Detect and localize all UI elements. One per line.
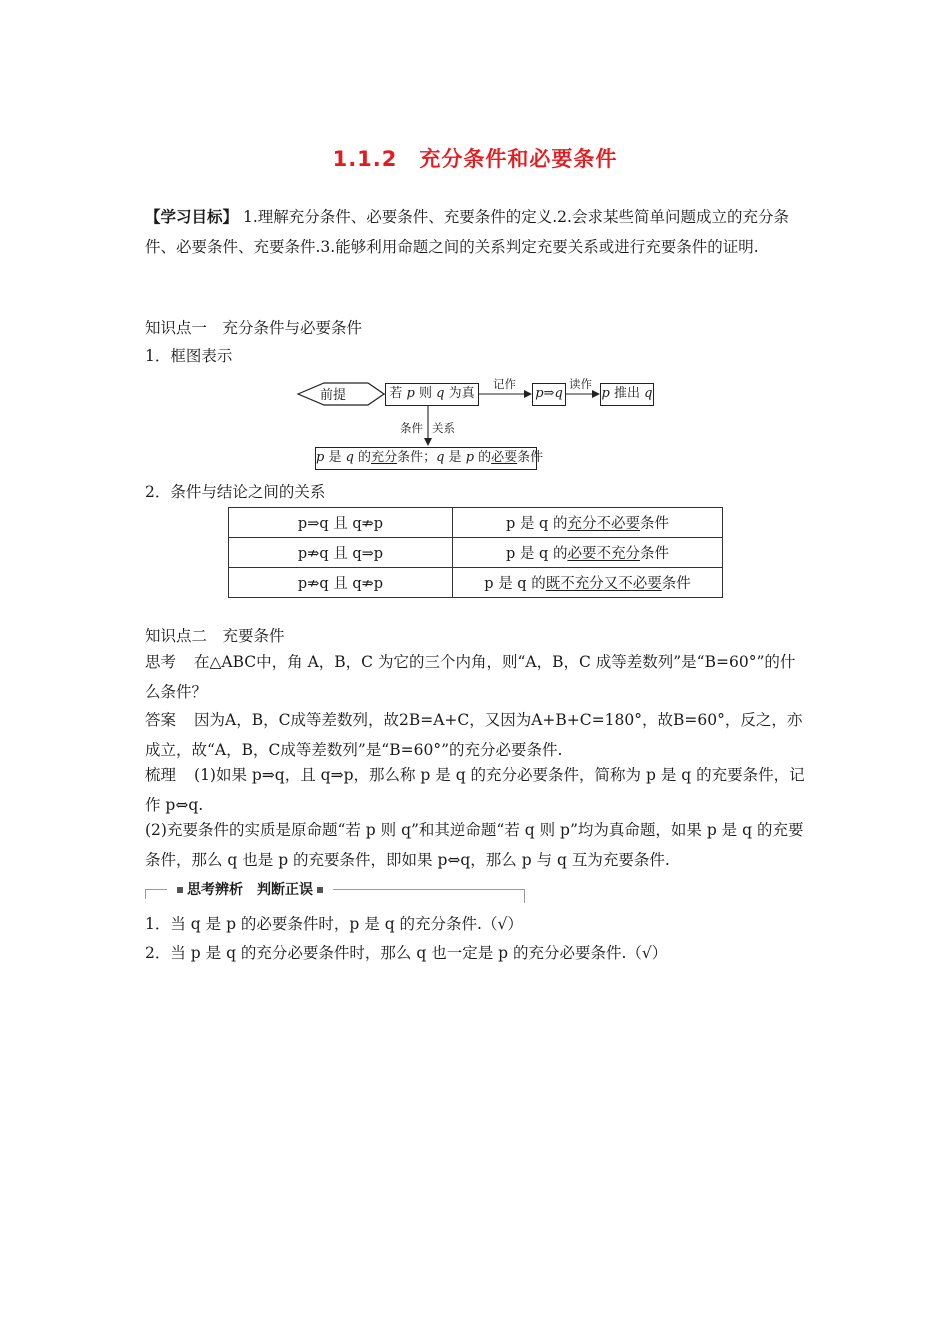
premise-label: 前提 xyxy=(320,388,347,403)
label-read: 读作 xyxy=(569,377,592,391)
square-bullet-icon xyxy=(317,887,323,893)
kp1-item2: 2．条件与结论之间的关系 xyxy=(145,483,326,501)
table-row xyxy=(229,508,723,538)
judge-item-2: 2．当 p 是 q 的充分必要条件时，那么 q 也一定是 p 的充分必要条件.（√） xyxy=(145,944,668,962)
sort-label: 梳理 xyxy=(145,766,177,784)
answer-paragraph xyxy=(145,706,810,765)
relation-table xyxy=(228,507,723,598)
think-text: 在△ABC中，角 A，B，C 为它的三个内角，则“A，B，C 成等差数列”是“B=60°”的什么条件？ xyxy=(145,653,796,701)
think-label: 思考 xyxy=(145,653,177,671)
sort-text-1: (1)如果 p⇒q，且 q⇒p，那么称 p 是 q 的充分必要条件，简称为 p 是 q 的充要条件，记作 p⇔q. xyxy=(145,766,805,814)
table-cell: p 是 q 的充分不必要条件 xyxy=(453,508,723,538)
judge-header: 思考辨析 判断正误 xyxy=(145,876,525,904)
label-condition: 条件 xyxy=(400,421,423,435)
table-cell: p⇏q 且 q⇏p xyxy=(229,568,453,598)
box-if-p-then-q: 若 p 则 q 为真 xyxy=(385,383,479,406)
goals-label: 【学习目标】 xyxy=(145,207,239,226)
box-sufficient-necessary: p 是 q 的充分条件；q 是 p 的必要条件 xyxy=(315,447,537,470)
label-relation: 关系 xyxy=(432,421,455,435)
kp1-heading: 知识点一 充分条件与必要条件 xyxy=(145,319,363,337)
kp2-heading: 知识点二 充要条件 xyxy=(145,627,285,645)
label-write: 记作 xyxy=(493,377,516,391)
sort-paragraph xyxy=(145,761,810,820)
table-cell: p 是 q 的既不充分又不必要条件 xyxy=(453,568,723,598)
page-title: 1.1.2 充分条件和必要条件 xyxy=(332,147,618,171)
square-bullet-icon xyxy=(177,887,183,893)
learning-goals xyxy=(145,202,810,262)
kp1-item1: 1．框图表示 xyxy=(145,347,233,365)
table-cell: p 是 q 的必要不充分条件 xyxy=(453,538,723,568)
table-cell: p⇒q 且 q⇏p xyxy=(229,508,453,538)
box-p-implies-q: p⇒q xyxy=(532,383,566,406)
goals-text: 1.理解充分条件、必要条件、充要条件的定义.2.会求某些简单问题成立的充分条件、必要条件、充要条件.3.能够利用命题之间的关系判定充要关系或进行充要条件的证明. xyxy=(145,208,789,256)
flowchart xyxy=(296,374,666,474)
table-cell: p⇏q 且 q⇒p xyxy=(229,538,453,568)
answer-text: 因为A，B，C成等差数列，故2B=A+C，又因为A+B+C=180°，故B=60°，反之，亦成立，故“A，B，C成等差数列”是“B=60°”的充分必要条件. xyxy=(145,711,803,759)
answer-label: 答案 xyxy=(145,711,177,729)
box-p-derives-q: p 推出 q xyxy=(600,383,654,406)
think-paragraph xyxy=(145,648,810,707)
sort-paragraph-2: (2)充要条件的实质是原命题“若 p 则 q”和其逆命题“若 q 则 p”均为真命题，如果 p 是 q 的充要条件，那么 q 也是 p 的充要条件，即如果 p⇔q，那么 p 与 q 互为充要条件. xyxy=(145,821,804,869)
table-row xyxy=(229,538,723,568)
table-row xyxy=(229,568,723,598)
judge-item-1: 1．当 q 是 p 的必要条件时，p 是 q 的充分条件.（√） xyxy=(145,915,523,933)
